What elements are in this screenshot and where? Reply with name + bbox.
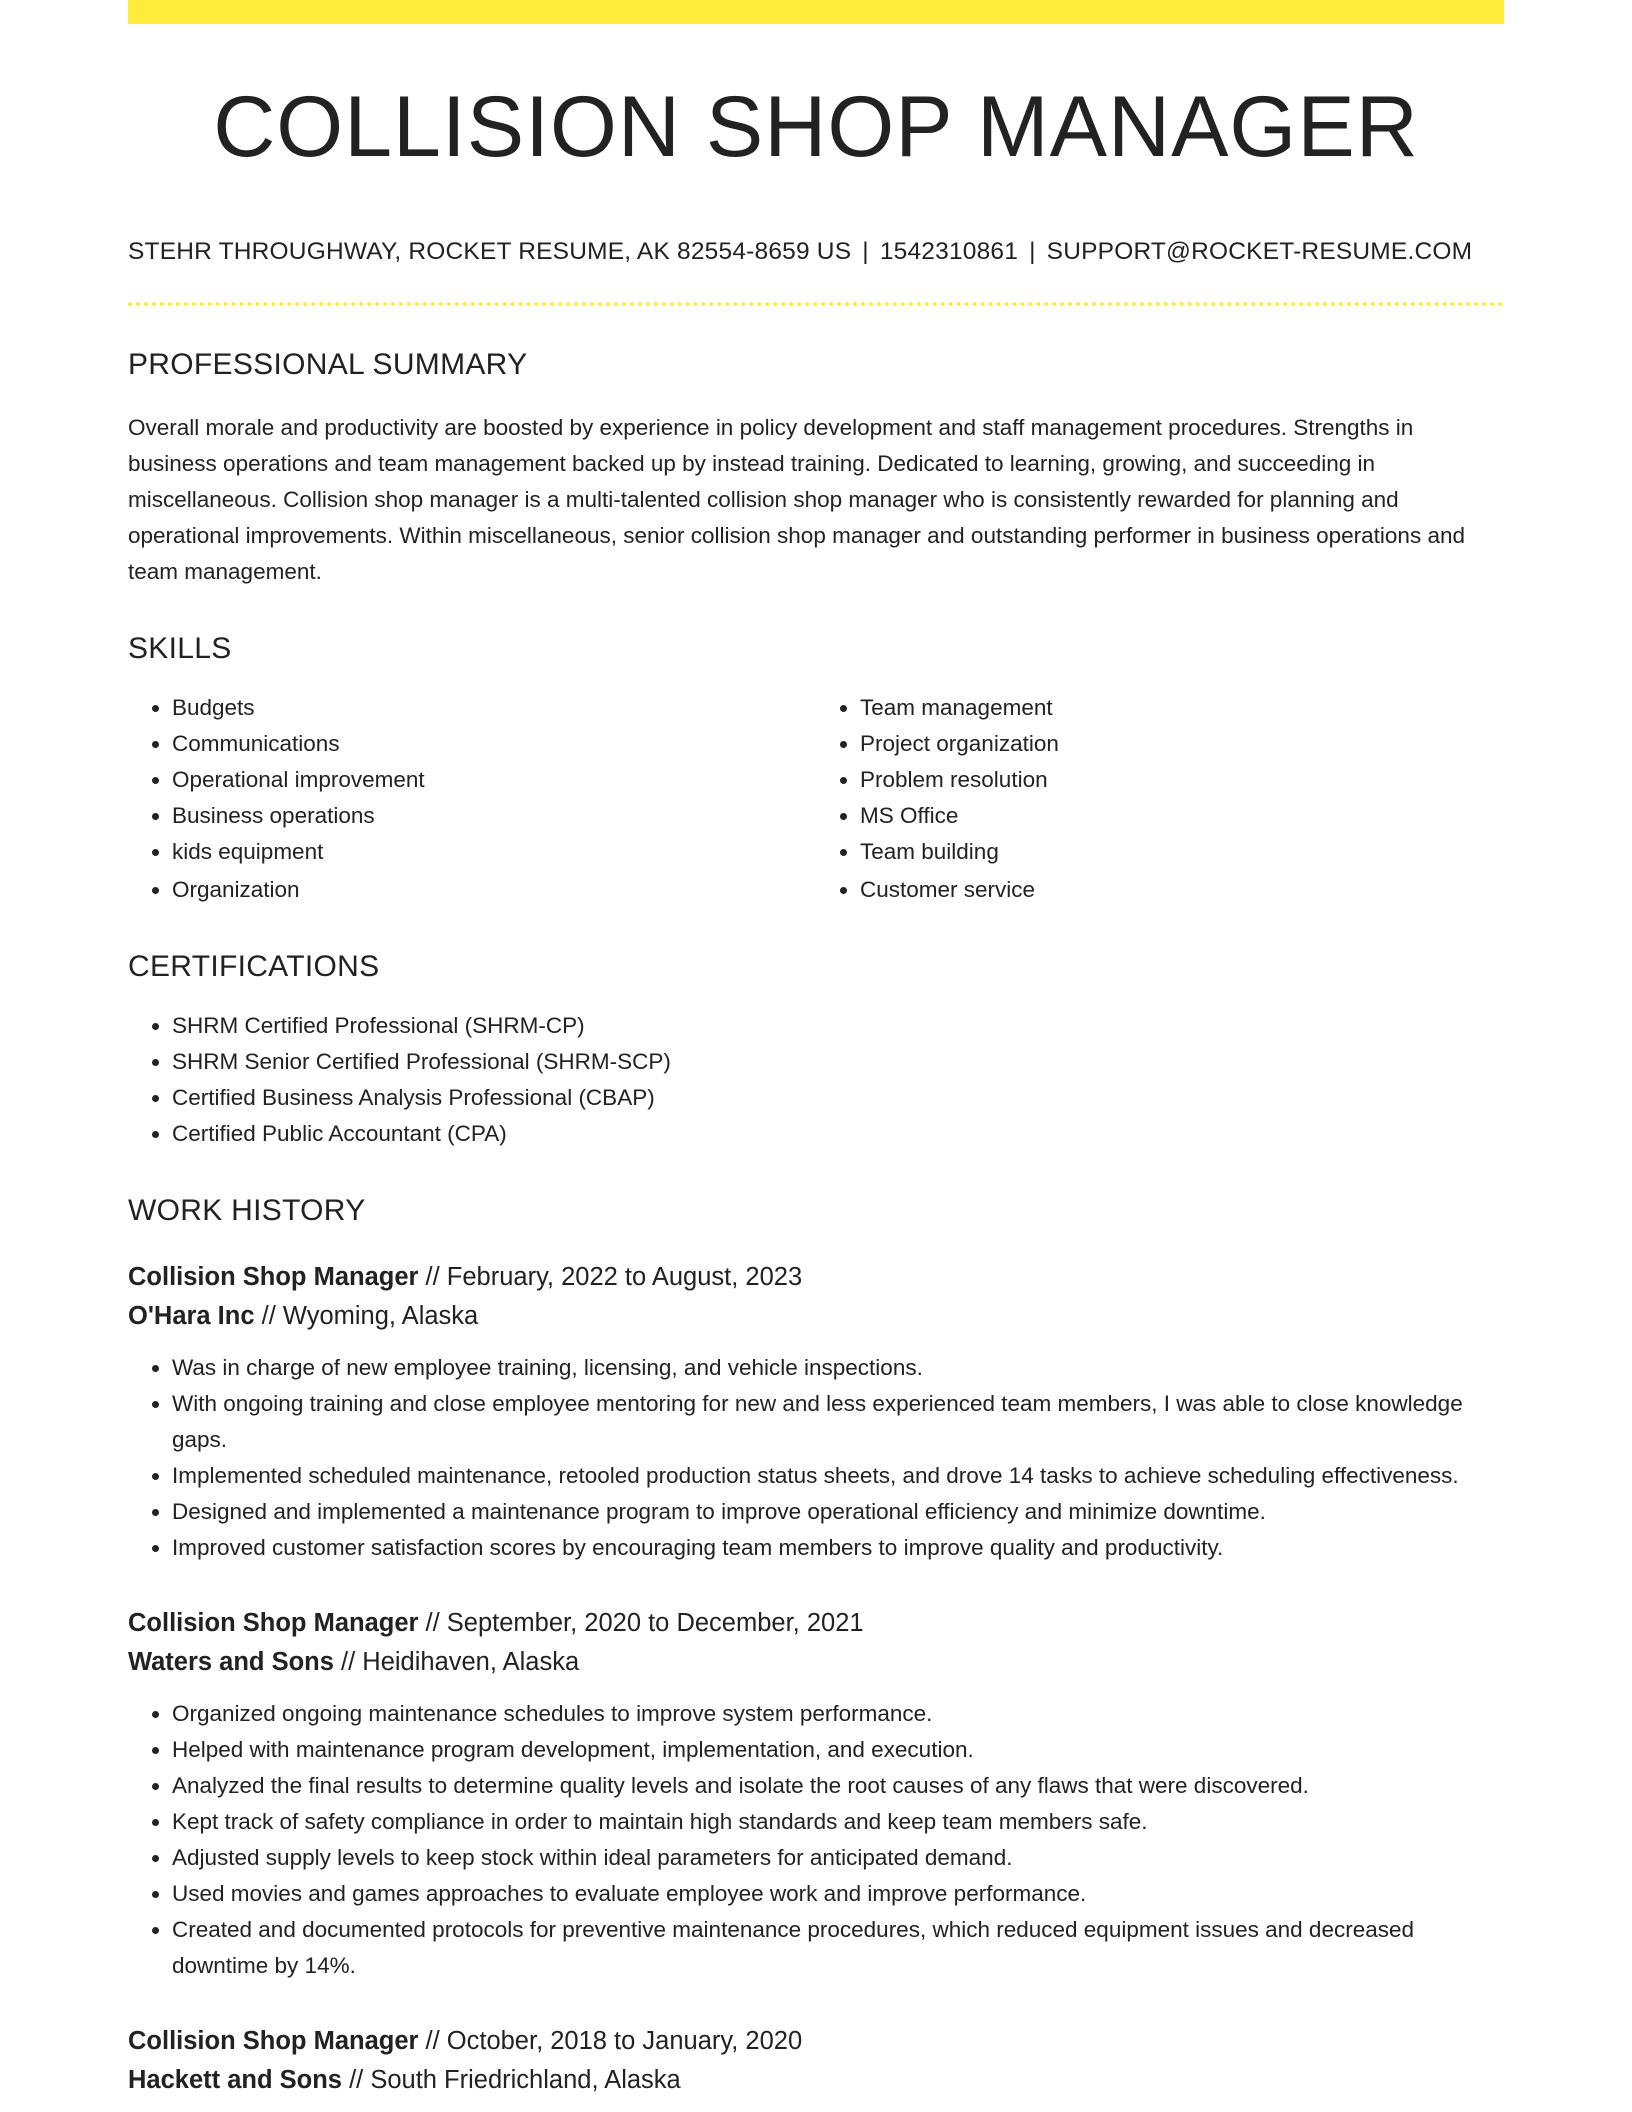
contact-separator: | (1029, 238, 1036, 265)
skills-section (128, 634, 1504, 908)
job-title-line (128, 2022, 1504, 2061)
job-location: // Heidihaven, Alaska (333, 1648, 580, 1676)
dotted-divider (128, 302, 1504, 306)
summary-title: PROFESSIONAL SUMMARY (128, 348, 528, 381)
job-duty: • Analyzed the final results to determine quality levels and isolate the root causes of any flaws that were discovered. (172, 1768, 1504, 1804)
certifications-section (128, 952, 1504, 1152)
skills-columns (128, 690, 1504, 908)
job-entry (128, 1604, 1504, 1984)
certification-item: • SHRM Senior Certified Professional (SHRM-SCP) (172, 1044, 1504, 1080)
job-duty: • Created and documented protocols for preventive maintenance procedures, which reduced equipment issues and decreased downtime by 14%. (172, 1912, 1504, 1984)
skill-item: • Budgets (172, 690, 816, 726)
contact-address: STEHR THROUGHWAY, ROCKET RESUME, AK 82554-8659 US (128, 238, 852, 265)
job-company-line (128, 2061, 1504, 2100)
job-role: Collision Shop Manager (128, 2027, 419, 2055)
skills-list-right (816, 690, 1504, 908)
skill-item: • Business operations (172, 798, 816, 834)
job-duty: • Designed and implemented a maintenance program to improve operational efficiency and minimize downtime. (172, 1494, 1504, 1530)
certification-item: • SHRM Certified Professional (SHRM-CP) (172, 1008, 1504, 1044)
job-company: Waters and Sons (128, 1648, 334, 1676)
skill-item: • Project organization (860, 726, 1504, 762)
job-dates: // October, 2018 to January, 2020 (418, 2027, 803, 2055)
job-duty: • Used movies and games approaches to evaluate employee work and improve performance. (172, 1876, 1504, 1912)
contact-line (128, 238, 1504, 266)
skill-item: • Organization (172, 872, 816, 908)
skill-item: • Communications (172, 726, 816, 762)
summary-text: Overall morale and productivity are boosted by experience in policy development and staff management procedures. Strengths in business operations and team management backed up by instead training. Dedicated to learning, growing, and succeeding in miscellaneous. Collision shop manager is a multi-talented collision shop manager who is consistently rewarded for planning and operational improvements. Within miscellaneous, senior collision shop manager and outstanding performer in business operations and team management. (128, 415, 1465, 584)
certification-item: • Certified Public Accountant (CPA) (172, 1116, 1504, 1152)
skill-item: • Customer service (860, 872, 1504, 908)
job-entry (128, 1258, 1504, 1566)
job-location: // Wyoming, Alaska (254, 1302, 479, 1330)
job-duty: • Kept track of safety compliance in order to maintain high standards and keep team members safe. (172, 1804, 1504, 1840)
job-duties (128, 1350, 1504, 1566)
certifications-list (128, 1008, 1504, 1152)
job-duty: • With ongoing training and close employee mentoring for new and less experienced team members, I was able to close knowledge gaps. (172, 1386, 1504, 1458)
skill-item: • kids equipment (172, 834, 816, 870)
job-duty: • Was in charge of new employee training, licensing, and vehicle inspections. (172, 1350, 1504, 1386)
skills-list-left (128, 690, 816, 908)
resume-name: COLLISION SHOP MANAGER (213, 79, 1419, 175)
job-duty: • Organized ongoing maintenance schedules to improve system performance. (172, 1696, 1504, 1732)
certifications-title: CERTIFICATIONS (128, 950, 380, 983)
job-duty: • Helped with maintenance program development, implementation, and execution. (172, 1732, 1504, 1768)
summary-section (128, 350, 1504, 590)
contact-phone: 1542310861 (879, 238, 1019, 265)
job-duty: • Implemented scheduled maintenance, retooled production status sheets, and drove 14 tasks to achieve scheduling effectiveness. (172, 1458, 1504, 1494)
work-history-section (128, 1196, 1504, 2100)
job-duties (128, 1696, 1504, 1984)
job-company: Hackett and Sons (128, 2066, 342, 2094)
work-history-title: WORK HISTORY (128, 1194, 366, 1227)
job-duty: • Adjusted supply levels to keep stock within ideal parameters for anticipated demand. (172, 1840, 1504, 1876)
accent-top-bar (128, 0, 1504, 24)
job-duty: • Improved customer satisfaction scores by encouraging team members to improve quality and productivity. (172, 1530, 1504, 1566)
skill-item: • Problem resolution (860, 762, 1504, 798)
job-role: Collision Shop Manager (128, 1609, 419, 1637)
job-title-line (128, 1604, 1504, 1643)
skill-item: • Team management (860, 690, 1504, 726)
contact-email: SUPPORT@ROCKET-RESUME.COM (1046, 238, 1473, 265)
job-role: Collision Shop Manager (128, 1263, 419, 1291)
job-location: // South Friedrichland, Alaska (341, 2066, 681, 2094)
skill-item: • Operational improvement (172, 762, 816, 798)
job-entry (128, 2022, 1504, 2100)
job-company-line (128, 1297, 1504, 1336)
certification-item: • Certified Business Analysis Professional (CBAP) (172, 1080, 1504, 1116)
job-dates: // February, 2022 to August, 2023 (418, 1263, 803, 1291)
skill-item: • MS Office (860, 798, 1504, 834)
job-company-line (128, 1643, 1504, 1682)
contact-separator: | (862, 238, 869, 265)
skills-title: SKILLS (128, 632, 232, 665)
job-title-line (128, 1258, 1504, 1297)
skill-item: • Team building (860, 834, 1504, 870)
resume-page (128, 0, 1504, 2100)
job-dates: // September, 2020 to December, 2021 (418, 1609, 864, 1637)
job-company: O'Hara Inc (128, 1302, 255, 1330)
